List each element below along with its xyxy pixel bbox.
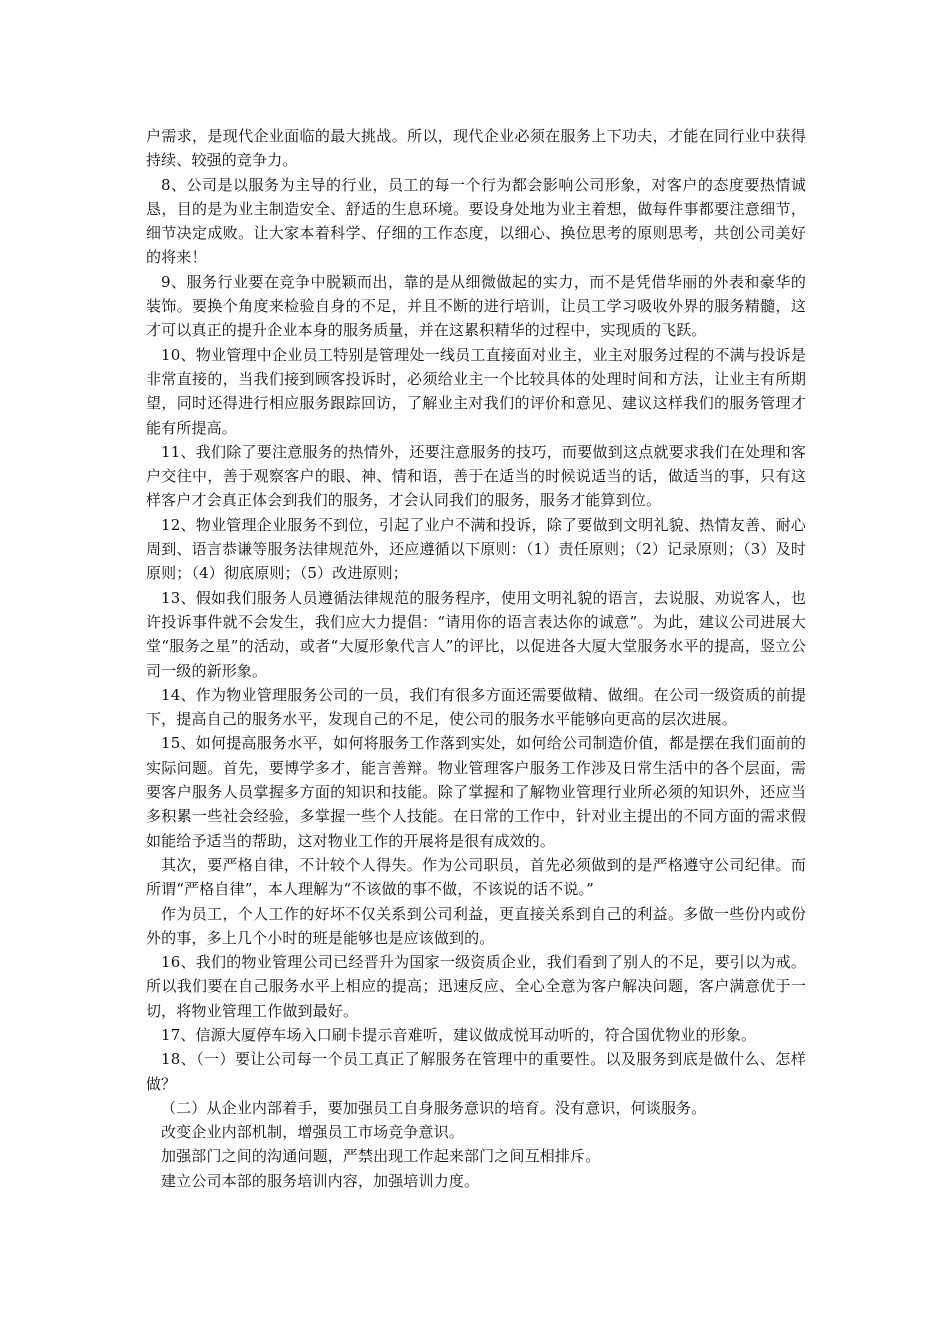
paragraph-item-15-second: 其次，要严格自律，不计较个人得失。作为公司职员，首先必须做到的是严格遵守公司纪律。而所谓“严格自律”，本人理解为“不该做的事不做，不该说的话不说。” [146,855,806,899]
paragraph-item-12: 12、物业管理企业服务不到位，引起了业户不满和投诉，除了要做到文明礼貌、热情友善、耐心周到、语言恭谦等服务法律规范外，还应遵循以下原则：（1）责任原则；（2）记录原则；（3）及时原则；（4）彻底原则；（5）改进原则； [146,515,806,583]
paragraph-item-18-point-c: 建立公司本部的服务培训内容，加强培训力度。 [161,1171,480,1190]
paragraph-item-15-third: 作为员工，个人工作的好坏不仅关系到公司利益，更直接关系到自己的利益。多做一些份内或份外的事，多上几个小时的班是能够也是应该做到的。 [146,904,806,947]
paragraph-item-13: 13、假如我们服务人员遵循法律规范的服务程序，使用文明礼貌的语言，去说服、劝说客人，也许投诉事件就不会发生，我们应大力提倡：“请用你的语言表达你的诚意”。为此，建议公司进展大堂“服务之星”的活动，或者“大厦形象代言人”的评比，以促进各大厦大堂服务水平的提高，竖立公司一级的新形象。 [146,588,806,680]
document-body [146,124,806,1193]
paragraph-continuation: 户需求，是现代企业面临的最大挑战。所以，现代企业必须在服务上下功夫，才能在同行业中获得持续、较强的竞争力。 [146,127,806,170]
paragraph-item-18-point-b: 加强部门之间的沟通问题，严禁出现工作起来部门之间互相排斥。 [161,1147,601,1166]
paragraph-item-9: 9、服务行业要在竞争中脱颖而出，靠的是从细微做起的实力，而不是凭借华丽的外表和豪华的装饰。要换个角度来检验自身的不足，并且不断的进行培训，让员工学习吸收外界的服务精髓，这才可以真正的提升企业本身的服务质量，并在这累积精华的过程中，实现质的飞跃。 [146,272,806,340]
paragraph-item-11: 11、我们除了要注意服务的热情外，还要注意服务的技巧，而要做到这点就要求我们在处理和客户交往中，善于观察客户的眼、神、情和语，善于在适当的时候说适当的话，做适当的事，只有这样客户才会真正体会到我们的服务，才会认同我们的服务，服务才能算到位。 [146,442,806,510]
paragraph-item-10: 10、物业管理中企业员工特别是管理处一线员工直接面对业主，业主对服务过程的不满与投诉是非常直接的，当我们接到顾客投诉时，必须给业主一个比较具体的处理时间和方法，让业主有所期望，同时还得进行相应服务跟踪回访，了解业主对我们的评价和意见、建议这样我们的服务管理才能有所提高。 [146,345,806,437]
paragraph-item-18-point-a: 改变企业内部机制，增强员工市场竞争意识。 [161,1123,465,1142]
paragraph-item-15: 15、如何提高服务水平，如何将服务工作落到实处，如何给公司制造价值，都是摆在我们面前的实际问题。首先，要博学多才，能言善辩。物业管理客户服务工作涉及日常生活中的各个层面，需要客户服务人员掌握多方面的知识和技能。除了掌握和了解物业管理行业所必须的知识外，还应当多积累一些社会经验，多掌握一些个人技能。在日常的工作中，针对业主提出的不同方面的需求假如能给予适当的帮助，这对物业工作的开展将是很有成效的。 [146,734,806,850]
paragraph-item-8: 8、公司是以服务为主导的行业，员工的每一个行为都会影响公司形象，对客户的态度要热情诚恳，目的是为业主制造安全、舒适的生息环境。要设身处地为业主着想，做每件事都要注意细节，细节决定成败。让大家本着科学、仔细的工作态度，以细心、换位思考的原则思考，共创公司美好的将来！ [146,175,806,267]
paragraph-item-14: 14、作为物业管理服务公司的一员，我们有很多方面还需要做精、做细。在公司一级资质的前提下，提高自己的服务水平，发现自己的不足，使公司的服务水平能够向更高的层次进展。 [146,685,806,729]
paragraph-item-18-part-2: （二）从企业内部着手，要加强员工自身服务意识的培育。没有意识，何谈服务。 [161,1098,707,1117]
paragraph-item-16: 16、我们的物业管理公司已经晋升为国家一级资质企业，我们看到了别人的不足，要引以为戒。所以我们要在自己服务水平上相应的提高；迅速反应、全心全意为客户解决问题，客户满意优于一切，将物业管理工作做到最好。 [146,953,806,1020]
paragraph-item-17: 17、信源大厦停车场入口刷卡提示音难听，建议做成悦耳动听的，符合国优物业的形象。 [161,1025,757,1044]
paragraph-item-18: 18、（一）要让公司每一个员工真正了解服务在管理中的重要性。以及服务到底是做什么、怎样做？ [146,1050,806,1093]
